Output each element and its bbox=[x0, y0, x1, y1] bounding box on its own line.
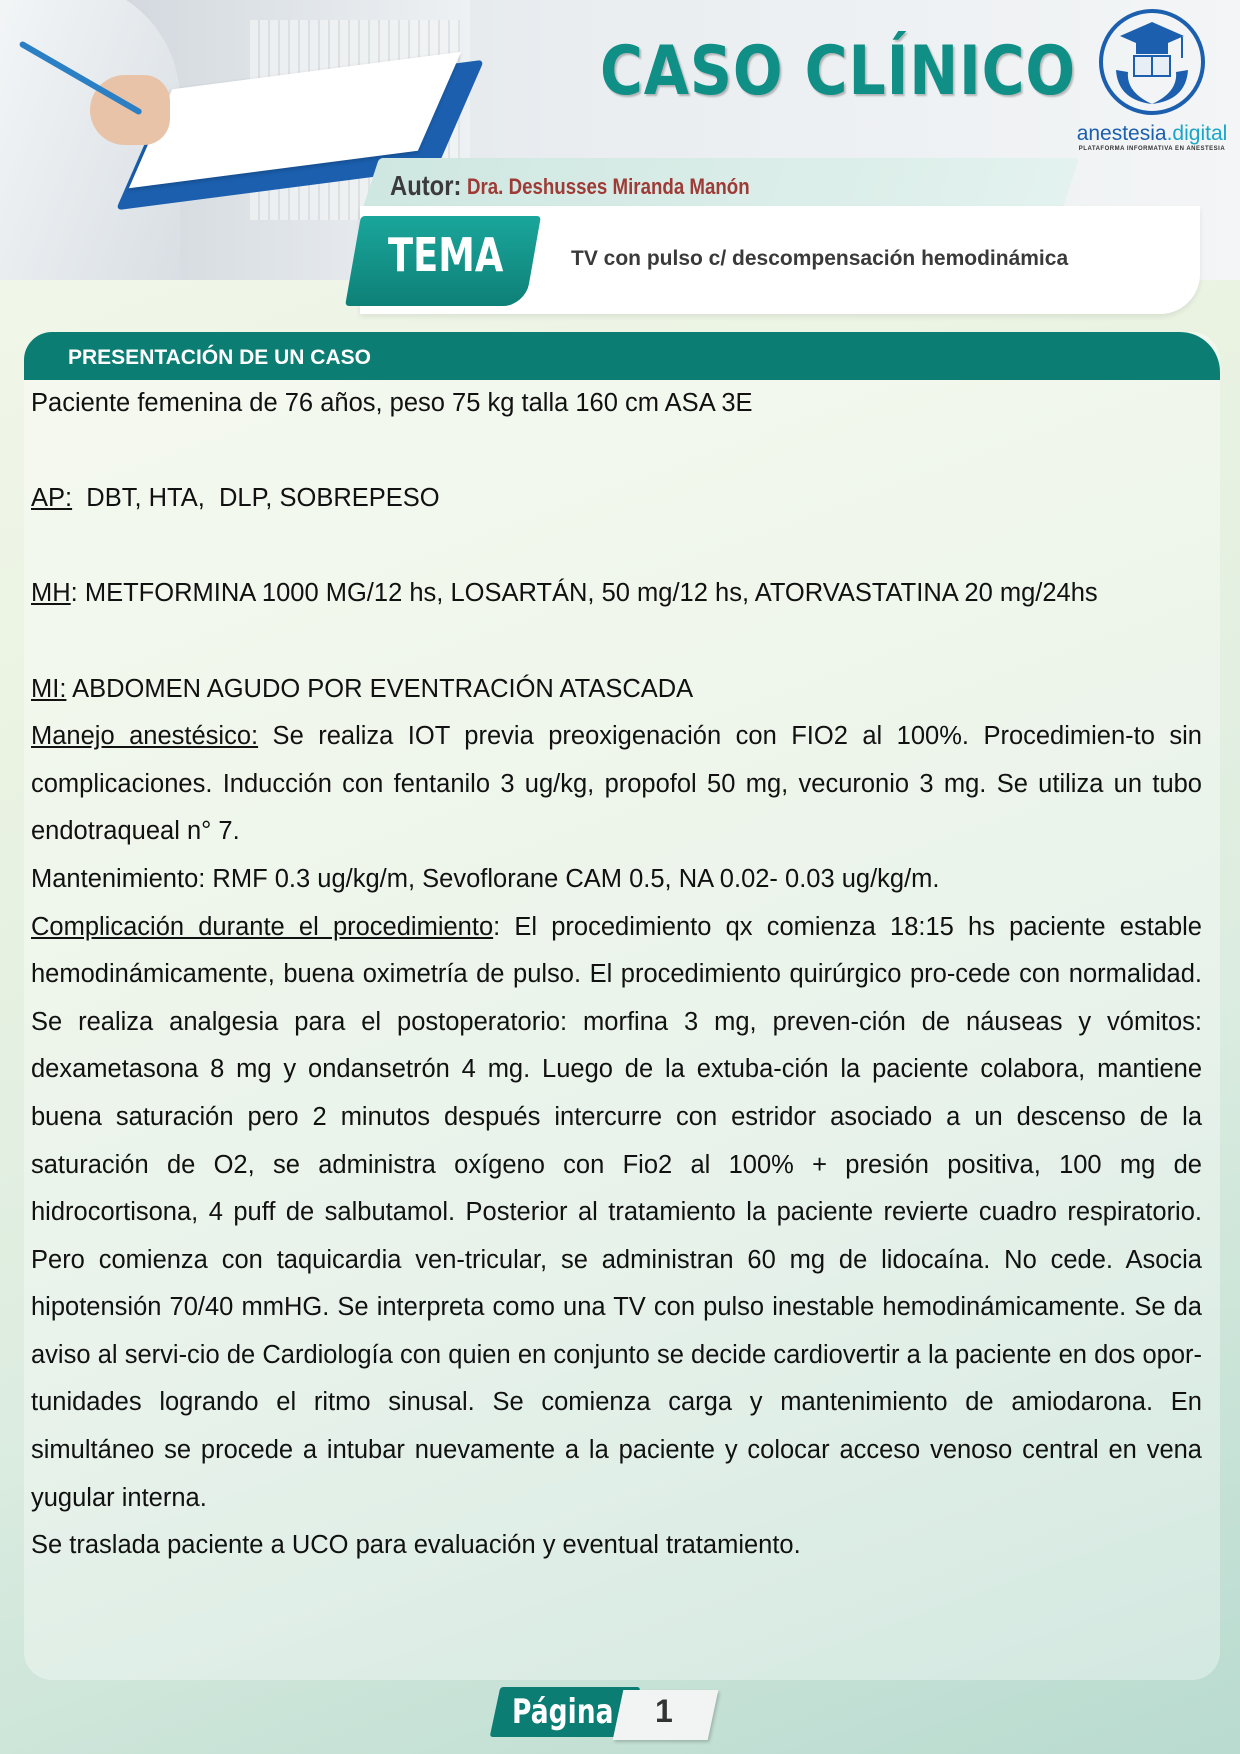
logo-emblem-icon bbox=[1098, 8, 1206, 116]
ap-text: DBT, HTA, DLP, SOBREPESO bbox=[72, 484, 440, 513]
mi-label: MI: bbox=[31, 674, 67, 703]
mh-text: : METFORMINA 1000 MG/12 hs, LOSARTÁN, 50 mg/12 hs, ATORVASTATINA 20 mg/24hs bbox=[70, 579, 1098, 608]
mi-paragraph bbox=[31, 666, 1202, 714]
mh-paragraph bbox=[31, 570, 1202, 618]
section-title: PRESENTACIÓN DE UN CASO bbox=[68, 346, 371, 369]
manejo-label: Manejo anestésico: bbox=[31, 722, 259, 751]
logo-tagline: PLATAFORMA INFORMATIVA EN ANESTESIA bbox=[1078, 146, 1226, 152]
ap-paragraph bbox=[31, 475, 1202, 523]
manejo-paragraph bbox=[31, 713, 1202, 856]
tema-label: TEMA bbox=[388, 228, 504, 282]
ap-label: AP: bbox=[31, 484, 73, 513]
tema-topic: TV con pulso c/ descompensación hemodinámica bbox=[571, 247, 1069, 270]
case-content bbox=[31, 380, 1202, 1570]
traslado-paragraph: Se traslada paciente a UCO para evaluación y eventual tratamiento. bbox=[31, 1531, 801, 1560]
logo-wordmark: anestesia.digital bbox=[1076, 122, 1228, 145]
page-title: CASO CLÍNICO bbox=[600, 32, 1076, 111]
page-number: 1 bbox=[655, 1693, 673, 1729]
mh-label: MH bbox=[31, 579, 71, 608]
autor-name: Dra. Deshusses Miranda Manón bbox=[467, 174, 750, 199]
manejo-text: Se realiza IOT previa preoxigenación con FIO2 al 100%. Procedimien-to sin complicaciones. Inducción con fentanilo 3 ug/kg, propofol 50 mg, vecuronio 3 mg. Se utiliza un tubo endotraqueal n° 7. bbox=[31, 722, 1202, 846]
logo bbox=[1072, 8, 1232, 158]
mantenimiento-paragraph: Mantenimiento: RMF 0.3 ug/kg/m, Sevoflorane CAM 0.5, NA 0.02- 0.03 ug/kg/m. bbox=[31, 864, 940, 893]
autor-label: Autor: bbox=[390, 170, 462, 201]
complicacion-paragraph bbox=[31, 904, 1202, 1523]
page-label: Página bbox=[512, 1692, 614, 1732]
intro-paragraph: Paciente femenina de 76 años, peso 75 kg talla 160 cm ASA 3E bbox=[31, 389, 753, 417]
mi-text: ABDOMEN AGUDO POR EVENTRACIÓN ATASCADA bbox=[66, 674, 694, 703]
complicacion-text: : El procedimiento qx comienza 18:15 hs paciente estable hemodinámicamente, buena oximetría de pulso. El procedimiento quirúrgico pro-cede con normalidad. Se realiza analgesia para el postoperatorio: morfina 3 mg, preven-ción de náuseas y vómitos: dexametasona 8 mg y ondansetrón 4 mg. Luego de la extuba-ción la paciente colabora, mantiene buena saturación pero 2 minutos después intercurre con estridor asociado a un descenso de la saturación de O2, se administra oxígeno con Fio2 al 100% + presión positiva, 100 mg de hidrocortisona, 4 puff de salbutamol. Posterior al tratamiento la paciente revierte cuadro respiratorio. Pero comienza con taquicardia ven-tricular, se administran 60 mg de lidocaína. No cede. Asocia hipotensión 70/40 mmHG. Se interpreta como una TV con pulso inestable hemodinámicamente. Se da aviso al servi-cio de Cardiología con quien en conjunto se decide cardiovertir a la paciente en dos opor-tunidades logrando el ritmo sinusal. Se comienza carga y mantenimiento de amiodarona. En simultáneo se procede a intubar nuevamente a la paciente y colocar acceso venoso central en vena yugular interna. bbox=[31, 912, 1202, 1512]
complicacion-label: Complicación durante el procedimiento bbox=[31, 912, 494, 941]
